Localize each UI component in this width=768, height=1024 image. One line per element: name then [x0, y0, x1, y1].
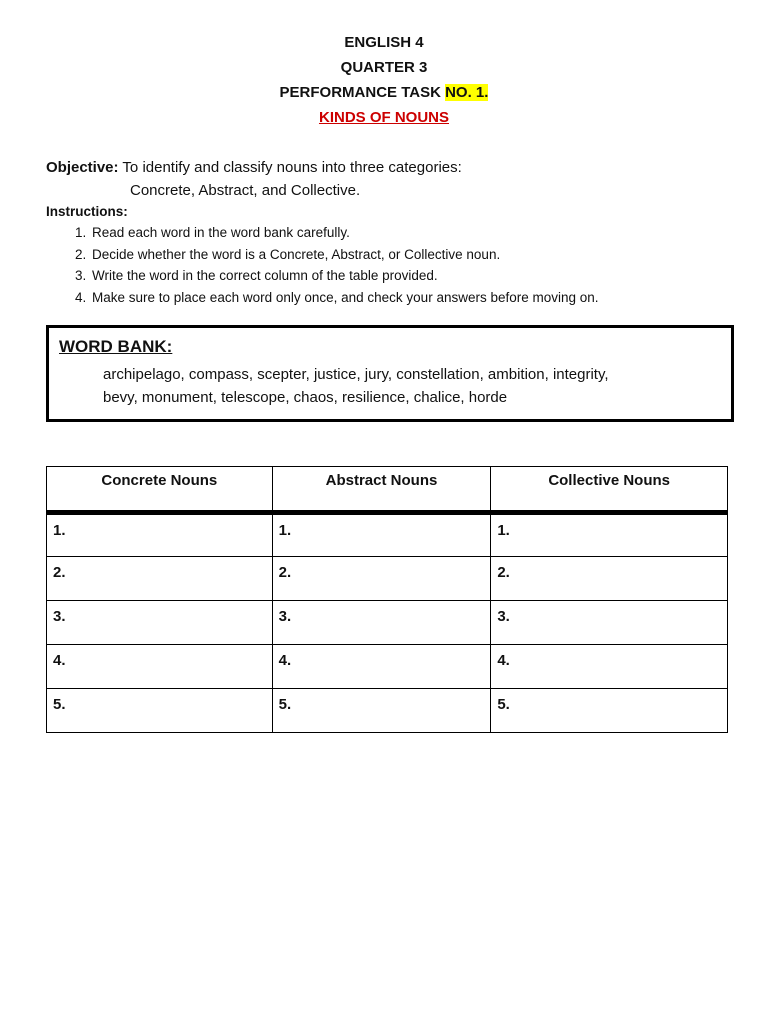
collective-nouns-header: Collective Nouns	[491, 467, 728, 513]
objective-text-continued: Concrete, Abstract, and Collective.	[130, 182, 361, 199]
concrete-cell[interactable]: 1.	[47, 513, 273, 557]
instruction-item: 1. Read each word in the word bank carefully.	[90, 222, 736, 244]
quarter-title: QUARTER 3	[340, 59, 428, 76]
instructions-label: Instructions:	[46, 204, 128, 219]
instructions-section	[46, 202, 736, 308]
instruction-item: 2. Decide whether the word is a Concrete, Abstract, or Collective noun.	[90, 244, 736, 266]
collective-cell[interactable]: 2.	[491, 557, 728, 601]
abstract-cell[interactable]: 3.	[272, 601, 491, 645]
task-title-prefix: PERFORMANCE TASK	[279, 84, 446, 101]
objective-text: To identify and classify nouns into three categories:	[118, 159, 462, 176]
concrete-cell[interactable]: 3.	[47, 601, 273, 645]
subject-title: ENGLISH 4	[344, 34, 424, 51]
objective-section	[46, 156, 736, 202]
objective-label: Objective:	[46, 159, 119, 176]
instruction-item: 3. Write the word in the correct column of the table provided.	[90, 265, 736, 287]
word-bank-box	[46, 325, 734, 422]
word-bank-title: WORD BANK:	[59, 337, 173, 356]
word-bank-words	[103, 363, 713, 409]
word-bank-line: archipelago, compass, scepter, justice, jury, constellation, ambition, integrity,	[103, 366, 609, 383]
concrete-cell[interactable]: 5.	[47, 689, 273, 733]
concrete-nouns-header: Concrete Nouns	[47, 467, 273, 513]
instructions-list	[46, 222, 736, 308]
noun-classification-table	[46, 466, 728, 733]
collective-cell[interactable]: 4.	[491, 645, 728, 689]
collective-cell[interactable]: 3.	[491, 601, 728, 645]
topic-title: KINDS OF NOUNS	[318, 109, 449, 126]
abstract-cell[interactable]: 4.	[272, 645, 491, 689]
table-row	[47, 601, 728, 645]
instruction-item: 4. Make sure to place each word only once, and check your answers before moving on.	[90, 287, 736, 309]
table-row	[47, 689, 728, 733]
collective-cell[interactable]: 5.	[491, 689, 728, 733]
table-row	[47, 557, 728, 601]
word-bank-line: bevy, monument, telescope, chaos, resilience, chalice, horde	[103, 389, 508, 406]
table-row	[47, 645, 728, 689]
abstract-cell[interactable]: 1.	[272, 513, 491, 557]
concrete-cell[interactable]: 4.	[47, 645, 273, 689]
table-header-row	[47, 467, 728, 513]
abstract-cell[interactable]: 5.	[272, 689, 491, 733]
concrete-cell[interactable]: 2.	[47, 557, 273, 601]
document-header	[0, 30, 768, 130]
abstract-nouns-header: Abstract Nouns	[272, 467, 491, 513]
task-title	[0, 80, 768, 105]
collective-cell[interactable]: 1.	[491, 513, 728, 557]
table-row	[47, 513, 728, 557]
abstract-cell[interactable]: 2.	[272, 557, 491, 601]
task-number-highlight: NO. 1.	[445, 84, 489, 101]
